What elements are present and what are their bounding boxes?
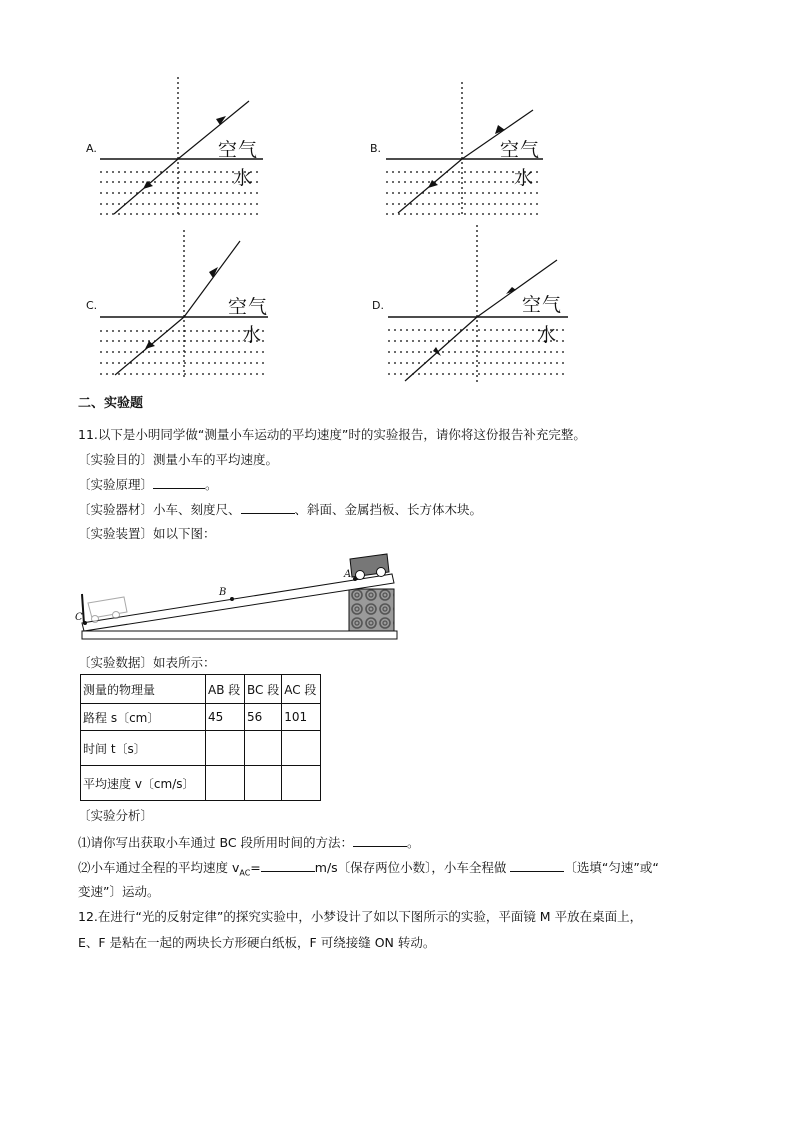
table-cell[interactable] [282,766,321,801]
q11-analysis-2 [78,859,659,882]
table-row [81,766,321,801]
data-table [80,674,321,801]
point-a-label: A [344,569,352,580]
option-c-label: C. [86,299,98,312]
option-d-label: D. [372,299,384,312]
table-cell[interactable] [245,731,282,766]
option-a-water-label: 水 [233,167,253,189]
motion-type-blank[interactable] [510,859,564,872]
analysis2-text-b: = [250,860,261,875]
table-cell[interactable] [245,766,282,801]
q11-analysis-label: 〔实验分析〕 [78,808,154,823]
row-label: 平均速度 v〔cm/s〕 [81,766,206,801]
header-cell: AB 段 [206,675,245,704]
q11-purpose: 〔实验目的〕测量小车的平均速度。 [78,452,279,467]
q11-setup: 〔实验装置〕如以下图： [78,526,216,541]
table-cell: 56 [245,704,282,731]
header-cell: BC 段 [245,675,282,704]
point-b-label: B [219,587,227,598]
option-c-air-label: 空气 [228,296,269,318]
table-header-row [81,675,321,704]
analysis2-text-a: ⑵小车通过全程的平均速度 v [78,860,240,875]
equipment-label: 〔实验器材〕小车、刻度尺、 [78,502,241,517]
analysis1-end: 。 [407,835,420,850]
table-cell: 45 [206,704,245,731]
q11-analysis-1 [78,834,420,851]
equipment-rest: 、斜面、金属挡板、长方体木块。 [294,502,483,517]
q12-line-1: 12.在进行“光的反射定律”的探究实验中，小梦设计了如以下图所示的实验，平面镜 M 平放在桌面上， [78,909,643,924]
option-b-air-label: 空气 [500,139,541,161]
table-cell: 101 [282,704,321,731]
option-d-air-label: 空气 [522,294,563,316]
option-b-water-label: 水 [514,167,534,189]
incline [82,574,394,631]
table-cell[interactable] [206,766,245,801]
principle-label: 〔实验原理〕 [78,477,154,492]
point-b-dot [230,597,234,601]
option-a-air-label: 空气 [218,139,259,161]
option-b-label: B. [370,142,382,155]
ramp-base [82,631,397,639]
q11-intro: 11.以下是小明同学做“测量小车运动的平均速度”时的实验报告，请你将这份报告补充完整。 [78,427,586,442]
analysis2-subscript: AC [239,868,251,878]
q11-analysis-2-cont: 变速”〕运动。 [78,884,160,899]
analysis2-text-c: m/s〔保存两位小数〕，小车全程做 [314,860,511,875]
section-title: 二、实验题 [78,396,144,411]
analysis1-text: ⑴请你写出获取小车通过 BC 段所用时间的方法： [78,835,354,850]
option-d-water-label: 水 [537,324,557,346]
option-a-label: A. [86,142,97,155]
header-cell: AC 段 [282,675,321,704]
principle-end: 。 [205,477,218,492]
table-row [81,704,321,731]
table-cell[interactable] [206,731,245,766]
analysis2-text-d: 〔选填“匀速”或“ [564,860,659,875]
table-row [81,731,321,766]
q11-data-label: 〔实验数据〕如表所示： [78,655,216,670]
row-label: 路程 s〔cm〕 [81,704,206,731]
q12-line-2: E、F 是粘在一起的两块长方形硬白纸板，F 可绕接缝 ON 转动。 [78,935,436,950]
point-c-dot [83,621,87,625]
analysis1-blank[interactable] [353,834,407,847]
point-c-label: C [75,612,83,623]
table-cell[interactable] [282,731,321,766]
row-label: 时间 t〔s〕 [81,731,206,766]
point-a-dot [353,577,357,581]
speed-blank[interactable] [261,859,315,872]
option-c-water-label: 水 [242,324,262,346]
car-at-a [350,554,389,580]
header-cell: 测量的物理量 [81,675,206,704]
wood-block [349,589,394,631]
